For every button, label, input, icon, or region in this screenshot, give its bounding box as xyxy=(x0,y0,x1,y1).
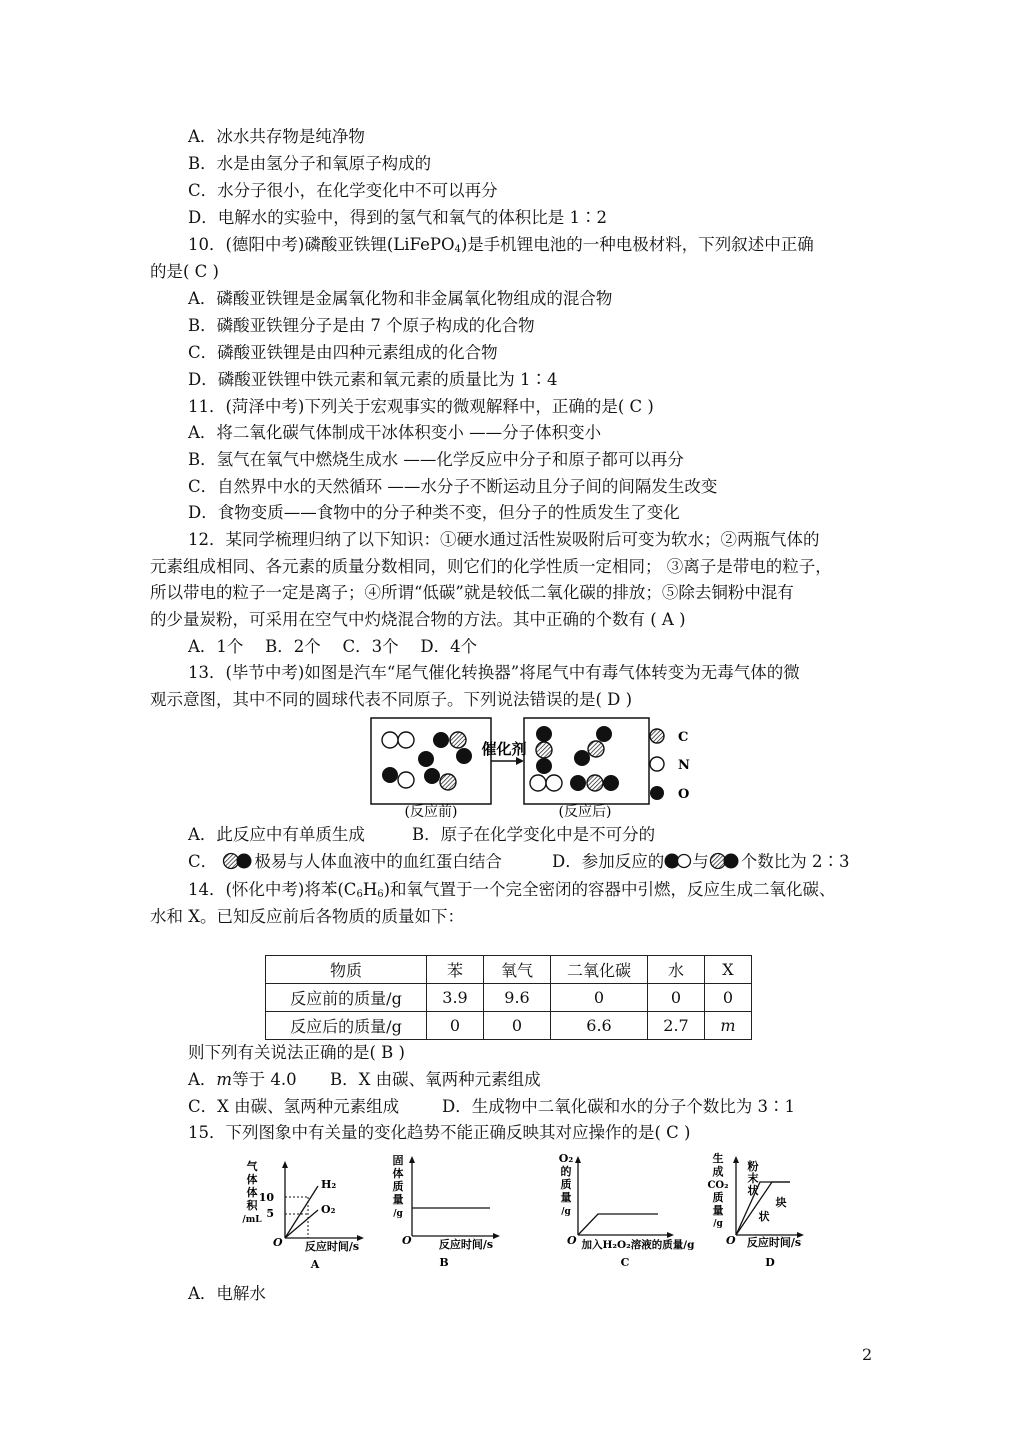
table-cell: 反应后的质量/g xyxy=(266,1012,427,1040)
legend-o-label: O xyxy=(678,787,690,802)
q14-option-d: D．生成物中二氧化碳和水的分子个数比为 3∶1 xyxy=(442,1097,795,1116)
before-caption: (反应前) xyxy=(404,804,458,820)
graph-c-tag: C xyxy=(620,1256,630,1269)
graph-a-ylabel: 体 xyxy=(246,1173,258,1186)
graph-c-ylabel: /g xyxy=(561,1207,571,1217)
q13-line2: 观示意图，其中不同的圆球代表不同原子。下列说法错误的是( D ) xyxy=(150,690,633,709)
graph-b-ylabel: 量 xyxy=(392,1193,404,1206)
graph-b xyxy=(393,1153,501,1269)
graph-d-block-label: 状 xyxy=(758,1210,770,1223)
q12-line3: 所以带电的粒子一定是离子；④所谓“低碳”就是较低二氧化碳的排放；⑤除去铜粉中混有 xyxy=(150,583,794,602)
atom-o xyxy=(603,775,619,791)
graph-a-o2-label: O₂ xyxy=(321,1203,336,1216)
graph-d-ylabel: /g xyxy=(713,1219,723,1229)
table-cell: 2.7 xyxy=(648,1012,705,1040)
graph-b-origin: O xyxy=(402,1234,412,1247)
reaction-diagram xyxy=(360,712,720,824)
q13-option-d: D．参加反应的 与 个数比为 2∶3 xyxy=(552,852,850,871)
legend-n-icon xyxy=(650,757,664,771)
q14-option-c: C．X 由碳、氢两种元素组成 xyxy=(188,1097,400,1116)
graph-d-tag: D xyxy=(765,1256,775,1269)
legend-c-icon xyxy=(650,729,664,743)
graph-c xyxy=(559,1152,695,1269)
q14-line2: 水和 X。已知反应前后各物质的质量如下： xyxy=(150,907,464,926)
q14-line1: 14．(怀化中考)将苯$(C_6H_6)$和氧气置于一个完全密闭的容器中引燃，反应生成二氧化碳、 xyxy=(188,880,836,900)
table-header-cell: X xyxy=(705,956,752,984)
page-number: 2 xyxy=(862,1345,873,1364)
q14-question: 则下列有关说法正确的是( B ) xyxy=(188,1043,405,1062)
after-caption: (反应后) xyxy=(558,804,612,820)
table-header-cell: 苯 xyxy=(427,956,484,984)
atom-o xyxy=(574,750,590,766)
graph-d-origin: O xyxy=(726,1234,736,1247)
graph-b-ylabel: /g xyxy=(393,1209,403,1219)
graph-c-origin: O xyxy=(567,1234,577,1247)
q11-stem: 11．(菏泽中考)下列关于宏观事实的微观解释中，正确的是( C ) xyxy=(188,397,654,416)
table-row xyxy=(266,1012,752,1040)
graph-d-ylabel: 量 xyxy=(712,1204,724,1217)
q13-option-c: C． 极易与人体血液中的血红蛋白结合 xyxy=(188,852,502,871)
q12-line2: 元素组成相同、各元素的质量分数相同，则它们的化学性质一定相同； ③离子是带电的粒子， xyxy=(150,557,832,576)
graph-d-block-label: 块 xyxy=(775,1196,787,1209)
graph-c-ylabel: 的 xyxy=(560,1165,572,1178)
q10-option-b: B．磷酸亚铁锂分子是由 7 个原子构成的化合物 xyxy=(188,316,535,335)
graph-d xyxy=(707,1151,804,1269)
graph-a-h2-label: H₂ xyxy=(321,1178,337,1191)
graph-a-xlabel: 反应时间/s xyxy=(304,1240,360,1253)
table-cell: 0 xyxy=(484,1012,551,1040)
q9-option-b: B．水是由氢分子和氧原子构成的 xyxy=(188,154,432,173)
atom-o xyxy=(418,751,434,767)
co-molecule-icon xyxy=(222,852,254,870)
q11-option-d: D．食物变质——食物中的分子种类不变，但分子的性质发生了变化 xyxy=(188,503,680,522)
graph-a xyxy=(242,1159,364,1271)
atom-n xyxy=(398,732,414,748)
graph-c-xlabel: 加入H₂O₂溶液的质量/g xyxy=(581,1239,695,1251)
atom-o xyxy=(433,732,449,748)
graph-d-ylabel: 质 xyxy=(712,1191,724,1204)
graph-c-ylabel: 量 xyxy=(560,1191,572,1204)
graph-c-ylabel: 质 xyxy=(560,1178,572,1191)
q11-option-c: C．自然界中水的天然循环 ——水分子不断运动且分子间的间隔发生改变 xyxy=(188,477,718,496)
graph-a-ylabel: 气 xyxy=(246,1160,258,1173)
co-molecule-icon xyxy=(709,852,741,870)
graph-a-ylabel: /mL xyxy=(242,1215,262,1225)
atom-c xyxy=(440,774,456,790)
q13-line1: 13．(毕节中考)如图是汽车“尾气催化转换器”将尾气中有毒气体转变为无毒气体的微 xyxy=(188,663,800,682)
mass-table xyxy=(265,955,752,1040)
table-header-cell: 氧气 xyxy=(484,956,551,984)
atom-c xyxy=(587,775,603,791)
table-header-cell: 水 xyxy=(648,956,705,984)
q15-stem: 15．下列图象中有关量的变化趋势不能正确反映其对应操作的是( C ) xyxy=(188,1123,691,1142)
table-cell: 0 xyxy=(705,984,752,1012)
graph-d-powder-label: 末 xyxy=(747,1172,759,1185)
legend-o-icon xyxy=(650,786,664,800)
q10-option-d: D．磷酸亚铁锂中铁元素和氧元素的质量比为 1∶4 xyxy=(188,370,558,389)
atom-n xyxy=(398,772,414,788)
graph-d-powder-label: 粉 xyxy=(747,1160,759,1173)
q9-option-a: A．冰水共存物是纯净物 xyxy=(188,127,365,146)
atom-n xyxy=(530,775,546,791)
table-cell: 0 xyxy=(427,1012,484,1040)
atom-o xyxy=(536,726,552,742)
q14-option-a: A．m等于 4.0 xyxy=(188,1070,297,1089)
graph-d-ylabel: 成 xyxy=(712,1165,724,1178)
graph-b-tag: B xyxy=(439,1256,449,1269)
q12-line4: 的少量炭粉，可采用在空气中灼烧混合物的方法。其中正确的个数有 ( A ) xyxy=(150,610,686,629)
atom-o xyxy=(570,775,586,791)
table-header-row xyxy=(266,956,752,984)
atom-n xyxy=(382,732,398,748)
legend-n-label: N xyxy=(678,758,690,773)
graph-b-ylabel: 体 xyxy=(392,1167,404,1180)
graph-a-tick-5: 5 xyxy=(266,1207,274,1220)
q10-option-c: C．磷酸亚铁锂是由四种元素组成的化合物 xyxy=(188,343,498,362)
graph-c-ylabel: O₂ xyxy=(558,1152,574,1165)
table-cell: 0 xyxy=(648,984,705,1012)
q10-stem-line1: 10．(德阳中考)磷酸亚铁锂(LiFePO$_4$)是手机锂电池的一种电极材料，下列叙述中正确 xyxy=(188,235,814,255)
graphs-figure xyxy=(240,1150,820,1275)
table-cell: 0 xyxy=(551,984,648,1012)
graph-c-line xyxy=(578,1214,658,1235)
atom-o xyxy=(596,726,612,742)
atom-c xyxy=(536,742,552,758)
atom-o xyxy=(424,768,440,784)
atom-n xyxy=(546,775,562,791)
atom-c xyxy=(588,741,604,757)
table-cell: 反应前的质量/g xyxy=(266,984,427,1012)
graph-a-ylabel: 体 xyxy=(246,1186,258,1199)
arrow-head xyxy=(516,757,524,765)
table-cell: 9.6 xyxy=(484,984,551,1012)
graph-a-tick-10: 10 xyxy=(258,1191,274,1204)
graph-b-ylabel: 固 xyxy=(392,1154,404,1167)
q15-answer-a: A．电解水 xyxy=(188,1284,266,1303)
atom-o xyxy=(382,767,398,783)
q10-stem-line2: 的是( C ) xyxy=(150,262,219,281)
q12-line1: 12．某同学梳理归纳了以下知识：①硬水通过活性炭吸附后可变为软水；②两瓶气体的 xyxy=(188,530,820,549)
table-header-cell: 物质 xyxy=(266,956,427,984)
q14-option-b: B．X 由碳、氧两种元素组成 xyxy=(330,1070,541,1089)
catalyst-label: 催化剂 xyxy=(481,740,527,758)
q11-option-a: A．将二氧化碳气体制成干冰体积变小 ——分子体积变小 xyxy=(188,423,602,442)
table-row xyxy=(266,984,752,1012)
q9-option-d: D．电解水的实验中，得到的氢气和氧气的体积比是 1∶2 xyxy=(188,208,607,227)
atom-o xyxy=(536,758,552,774)
q9-option-c: C．水分子很小，在化学变化中不可以再分 xyxy=(188,181,498,200)
atom-c xyxy=(450,732,466,748)
table-cell: m xyxy=(705,1012,752,1040)
graph-b-ylabel: 质 xyxy=(392,1180,404,1193)
table-cell: 6.6 xyxy=(551,1012,648,1040)
graph-a-ylabel: 积 xyxy=(246,1199,258,1212)
q13-option-a: A．此反应中有单质生成 xyxy=(188,825,365,844)
q12-options: A．1个 B．2个 C．3个 D．4个 xyxy=(188,637,478,656)
graph-a-h2-line xyxy=(285,1186,318,1238)
atom-o xyxy=(456,748,472,764)
graph-d-ylabel: CO₂ xyxy=(707,1180,729,1191)
graph-a-tag: A xyxy=(310,1258,320,1271)
table-cell: 3.9 xyxy=(427,984,484,1012)
q10-option-a: A．磷酸亚铁锂是金属氧化物和非金属氧化物组成的混合物 xyxy=(188,289,613,308)
no-molecule-icon xyxy=(664,852,692,870)
graph-d-powder-label: 状 xyxy=(747,1184,759,1197)
graph-b-xlabel: 反应时间/s xyxy=(438,1238,494,1251)
graph-a-origin: O xyxy=(273,1236,283,1249)
graph-d-xlabel: 反应时间/s xyxy=(746,1236,802,1249)
graph-d-ylabel: 生 xyxy=(712,1152,724,1165)
q11-option-b: B．氢气在氧气中燃烧生成水 ——化学反应中分子和原子都可以再分 xyxy=(188,450,684,469)
legend-c-label: C xyxy=(678,730,689,745)
q13-option-b: B．原子在化学变化中是不可分的 xyxy=(412,825,656,844)
table-header-cell: 二氧化碳 xyxy=(551,956,648,984)
